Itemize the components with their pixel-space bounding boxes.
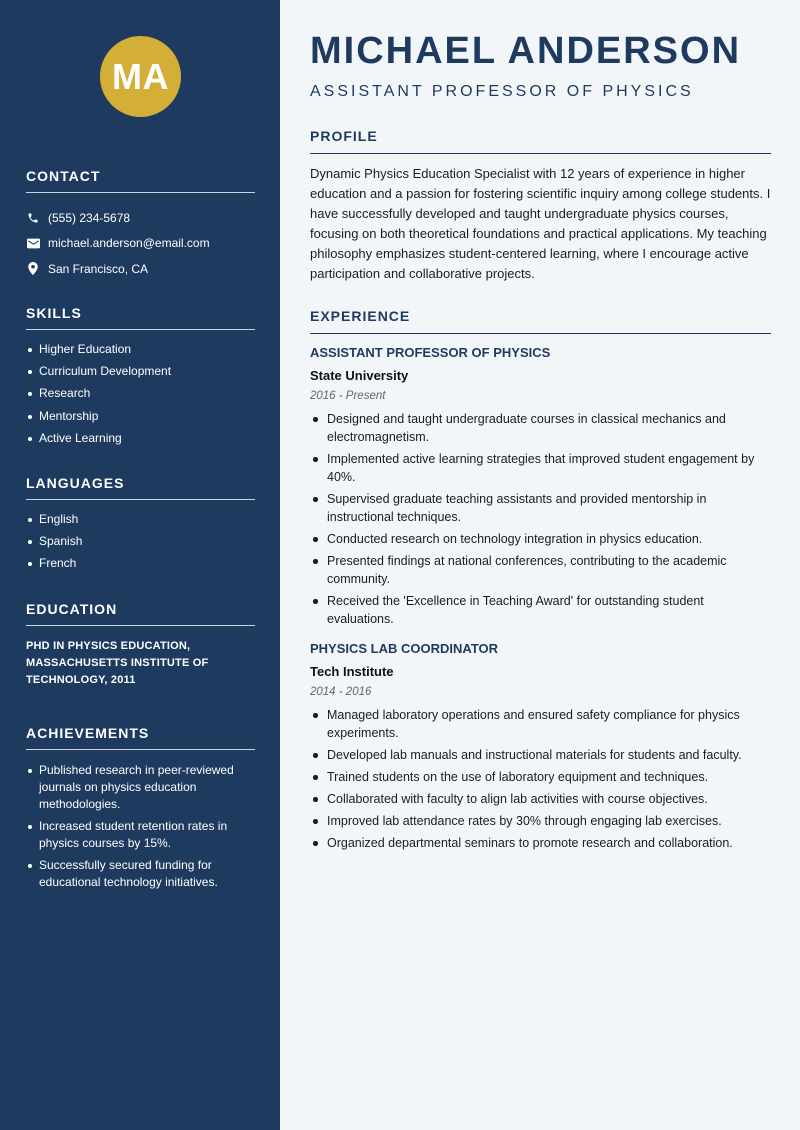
job-entry bbox=[310, 344, 771, 628]
skill-item: Higher Education bbox=[26, 342, 255, 357]
education-heading: EDUCATION bbox=[26, 601, 255, 626]
contact-email bbox=[26, 231, 255, 257]
job-bullet: Presented findings at national conferences, contributing to the academic community. bbox=[310, 552, 771, 588]
achievements-section bbox=[26, 725, 255, 896]
job-bullet: Developed lab manuals and instructional materials for students and faculty. bbox=[310, 746, 771, 764]
job-bullet: Supervised graduate teaching assistants and provided mentorship in instructional techniques. bbox=[310, 490, 771, 526]
languages-heading: LANGUAGES bbox=[26, 475, 255, 500]
experience-section bbox=[310, 308, 771, 864]
profile-heading: PROFILE bbox=[310, 128, 771, 154]
job-title: ASSISTANT PROFESSOR OF PHYSICS bbox=[310, 345, 551, 360]
job-bullet: Implemented active learning strategies that improved student engagement by 40%. bbox=[310, 450, 771, 486]
education-section bbox=[26, 601, 255, 689]
job-organization: Tech Institute bbox=[310, 664, 394, 679]
education-entry: PHD IN PHYSICS EDUCATION, MASSACHUSETTS INSTITUTE OF TECHNOLOGY, 2011 bbox=[26, 640, 209, 686]
mail-icon bbox=[26, 236, 40, 250]
experience-heading: EXPERIENCE bbox=[310, 308, 771, 334]
skills-section bbox=[26, 305, 255, 453]
skill-item: Mentorship bbox=[26, 409, 255, 424]
language-item: French bbox=[26, 556, 255, 571]
job-bullet: Received the 'Excellence in Teaching Award' for outstanding student evaluations. bbox=[310, 592, 771, 628]
location-pin-icon bbox=[26, 262, 40, 276]
job-bullet: Trained students on the use of laboratory equipment and techniques. bbox=[310, 768, 771, 786]
job-bullet: Designed and taught undergraduate courses in classical mechanics and electromagnetism. bbox=[310, 410, 771, 446]
skills-list bbox=[26, 342, 255, 446]
language-item: English bbox=[26, 512, 255, 527]
skill-item: Curriculum Development bbox=[26, 364, 255, 379]
phone-text: (555) 234-5678 bbox=[48, 210, 131, 225]
contact-heading: CONTACT bbox=[26, 168, 255, 193]
skill-item: Active Learning bbox=[26, 431, 255, 446]
achievement-item: Successfully secured funding for educational technology initiatives. bbox=[26, 857, 255, 891]
candidate-name: MICHAEL ANDERSON bbox=[310, 30, 742, 72]
languages-list bbox=[26, 512, 255, 571]
achievements-heading: ACHIEVEMENTS bbox=[26, 725, 255, 750]
location-text: San Francisco, CA bbox=[48, 261, 149, 276]
job-title: PHYSICS LAB COORDINATOR bbox=[310, 641, 499, 656]
job-dates: 2016 - Present bbox=[310, 390, 386, 402]
profile-text: Dynamic Physics Education Specialist with 12 years of experience in higher education and a passion for fostering scientific inquiry among college students. I have successfully developed and taught undergraduate physics courses, focusing on both theoretical foundations and practical applications. My teaching philosophy emphasizes student-centered learning, where I encourage active participation and collaborative projects. bbox=[310, 166, 771, 281]
job-bullets bbox=[310, 706, 771, 852]
candidate-title: ASSISTANT PROFESSOR OF PHYSICS bbox=[310, 83, 694, 100]
languages-section bbox=[26, 475, 255, 579]
achievement-item: Increased student retention rates in physics courses by 15%. bbox=[26, 818, 255, 852]
job-entry bbox=[310, 640, 771, 852]
job-bullet: Improved lab attendance rates by 30% through engaging lab exercises. bbox=[310, 812, 771, 830]
job-dates: 2014 - 2016 bbox=[310, 686, 372, 698]
sidebar bbox=[0, 0, 280, 1130]
email-text: michael.anderson@email.com bbox=[48, 236, 210, 251]
job-bullet: Collaborated with faculty to align lab activities with course objectives. bbox=[310, 790, 771, 808]
job-bullets bbox=[310, 410, 771, 628]
contact-section bbox=[26, 168, 255, 282]
job-bullet: Organized departmental seminars to promote research and collaboration. bbox=[310, 834, 771, 852]
achievements-list bbox=[26, 762, 255, 891]
job-bullet: Conducted research on technology integration in physics education. bbox=[310, 530, 771, 548]
job-bullet: Managed laboratory operations and ensured safety compliance for physics experiments. bbox=[310, 706, 771, 742]
achievement-item: Published research in peer-reviewed journals on physics education methodologies. bbox=[26, 762, 255, 813]
avatar-initials: MA bbox=[112, 55, 169, 97]
job-organization: State University bbox=[310, 368, 409, 383]
skill-item: Research bbox=[26, 386, 255, 401]
profile-section bbox=[310, 128, 771, 284]
phone-icon bbox=[26, 211, 40, 225]
language-item: Spanish bbox=[26, 534, 255, 549]
skills-heading: SKILLS bbox=[26, 305, 255, 330]
contact-location bbox=[26, 256, 255, 282]
avatar bbox=[100, 36, 181, 117]
contact-phone bbox=[26, 205, 255, 231]
